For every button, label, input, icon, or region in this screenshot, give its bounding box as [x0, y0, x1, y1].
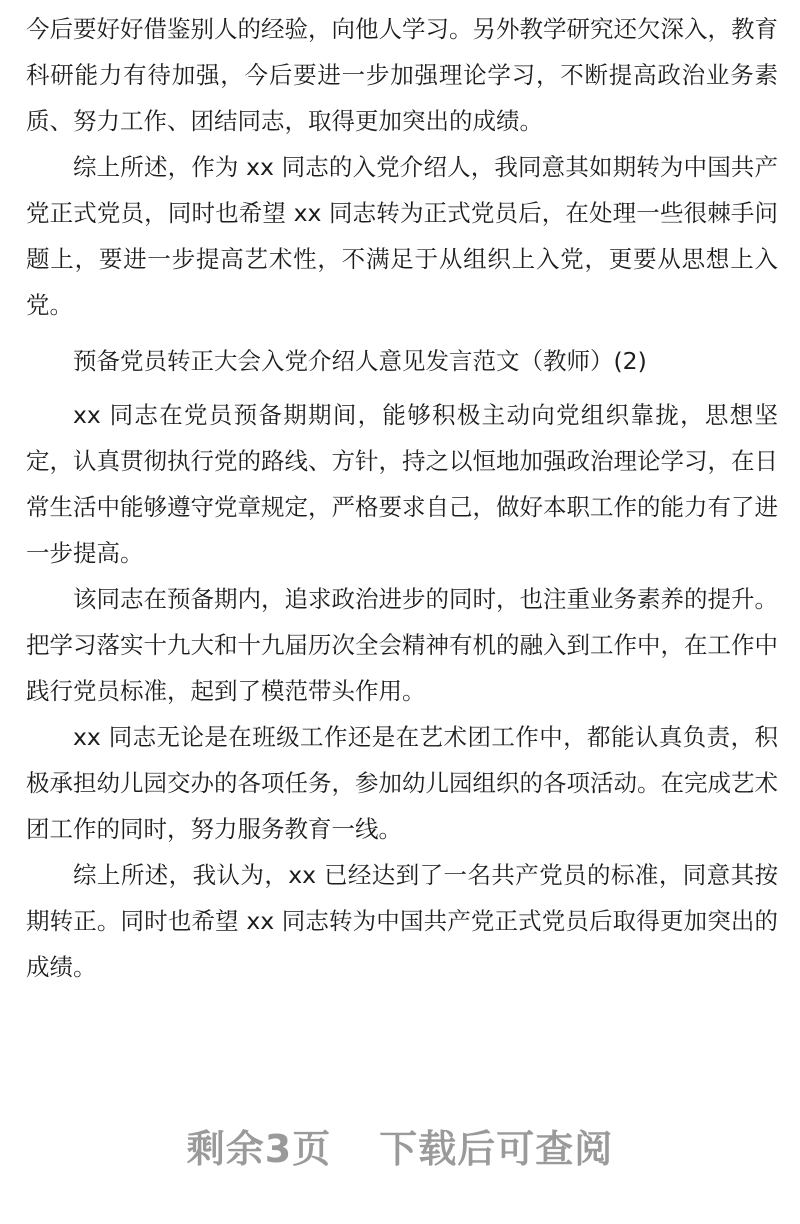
section-title: 预备党员转正大会入党介绍人意见发言范文（教师）(2)	[73, 347, 647, 375]
continued-paragraph: 今后要好好借鉴别人的经验，向他人学习。另外教学研究还欠深入，教育科研能力有待加强，今后要进一步加强理论学习，不断提高政治业务素质、努力工作、团结同志，取得更加突出的成绩。	[26, 15, 778, 135]
body-paragraph: 综上所述，我认为，xx 已经达到了一名共产党员的标准，同意其按期转正。同时也希望 xx 同志转为中国共产党正式党员后取得更加突出的成绩。	[26, 861, 778, 981]
body-paragraph: xx 同志无论是在班级工作还是在艺术团工作中，都能认真负责，积极承担幼儿园交办的各项任务，参加幼儿园组织的各项活动。在完成艺术团工作的同时，努力服务教育一线。	[26, 723, 778, 843]
remaining-pages-label: 剩余3页	[186, 1127, 332, 1171]
download-banner[interactable]	[0, 1118, 800, 1173]
download-hint-label: 下载后可查阅	[379, 1127, 614, 1171]
body-paragraph: 该同志在预备期内，追求政治进步的同时，也注重业务素养的提升。把学习落实十九大和十九届历次全会精神有机的融入到工作中，在工作中践行党员标准，起到了模范带头作用。	[26, 585, 778, 705]
body-paragraph: xx 同志在党员预备期期间，能够积极主动向党组织靠拢，思想坚定，认真贯彻执行党的路线、方针，持之以恒地加强政治理论学习，在日常生活中能够遵守党章规定，严格要求自己，做好本职工作的能力有了进一步提高。	[26, 401, 778, 567]
document-page	[26, 6, 778, 990]
conclusion-paragraph: 综上所述，作为 xx 同志的入党介绍人，我同意其如期转为中国共产党正式党员，同时也希望 xx 同志转为正式党员后，在处理一些很棘手问题上，要进一步提高艺术性，不满足于从组织上入党，更要从思想上入党。	[26, 153, 778, 319]
